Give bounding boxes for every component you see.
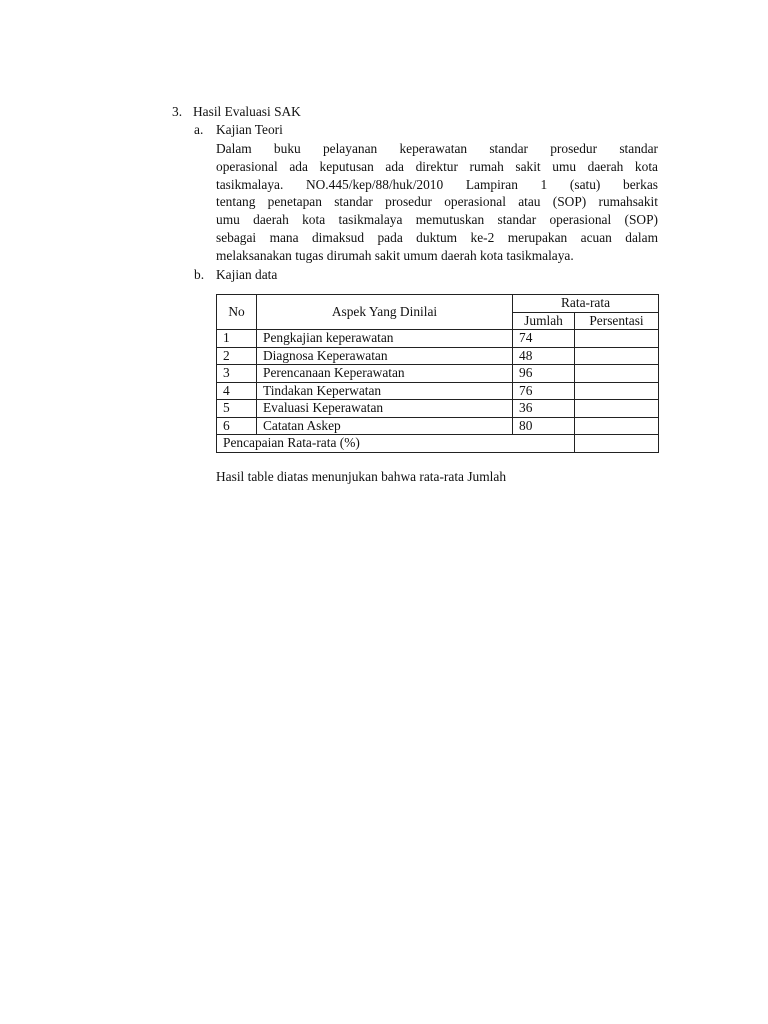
table-row — [217, 400, 659, 418]
cell-persentasi — [575, 417, 659, 435]
cell-no: 2 — [217, 347, 257, 365]
cell-jumlah: 80 — [513, 417, 575, 435]
cell-aspek: Perencanaan Keperawatan — [257, 365, 513, 383]
table-row — [217, 382, 659, 400]
table-row — [217, 330, 659, 348]
footer-label: Pencapaian Rata-rata (%) — [217, 435, 575, 453]
cell-persentasi — [575, 400, 659, 418]
cell-no: 4 — [217, 382, 257, 400]
cell-aspek: Diagnosa Keperawatan — [257, 347, 513, 365]
table-header-row — [217, 295, 659, 313]
paragraph-line: melaksanakan tugas dirumah sakit umum daerah kota tasikmalaya. — [216, 247, 574, 263]
cell-no: 6 — [217, 417, 257, 435]
subsection-b-letter: b. — [194, 267, 205, 282]
cell-aspek: Tindakan Keperwatan — [257, 382, 513, 400]
cell-no: 3 — [217, 365, 257, 383]
header-persentasi: Persentasi — [575, 312, 659, 330]
evaluation-table — [216, 294, 659, 453]
header-aspek: Aspek Yang Dinilai — [257, 295, 513, 330]
cell-aspek: Pengkajian keperawatan — [257, 330, 513, 348]
cell-no: 1 — [217, 330, 257, 348]
table-footer-row — [217, 435, 659, 453]
conclusion-text: Hasil table diatas menunjukan bahwa rata-rata Jumlah — [216, 469, 507, 484]
cell-persentasi — [575, 365, 659, 383]
paragraph-line: Dalam buku pelayanan keperawatan standar prosedur standar — [216, 141, 658, 156]
paragraph-line: tasikmalaya. NO.445/kep/88/huk/2010 Lampiran 1 (satu) berkas — [216, 176, 658, 192]
header-no: No — [217, 295, 257, 330]
subsection-a-title: Kajian Teori — [216, 122, 283, 137]
cell-aspek: Evaluasi Keperawatan — [257, 400, 513, 418]
cell-jumlah: 48 — [513, 347, 575, 365]
footer-persentasi — [575, 435, 659, 453]
cell-aspek: Catatan Askep — [257, 417, 513, 435]
paragraph-line: sebagai mana dimaksud pada duktum ke-2 merupakan acuan dalam — [216, 229, 658, 245]
paragraph-line: operasional ada keputusan ada direktur rumah sakit umu daerah kota — [216, 158, 658, 174]
cell-jumlah: 96 — [513, 365, 575, 383]
section-title: Hasil Evaluasi SAK — [193, 104, 301, 119]
paragraph-line: tentang penetapan standar prosedur operasional atau (SOP) rumahsakit — [216, 194, 658, 210]
section-number: 3. — [172, 104, 183, 119]
cell-persentasi — [575, 382, 659, 400]
kajian-teori-paragraph — [216, 140, 658, 265]
header-rata-rata: Rata-rata — [513, 295, 659, 313]
table-row — [217, 417, 659, 435]
table-row — [217, 347, 659, 365]
header-jumlah: Jumlah — [513, 312, 575, 330]
cell-persentasi — [575, 330, 659, 348]
table-row — [217, 365, 659, 383]
cell-jumlah: 74 — [513, 330, 575, 348]
cell-jumlah: 76 — [513, 382, 575, 400]
cell-persentasi — [575, 347, 659, 365]
paragraph-line: umu daerah kota tasikmalaya memutuskan standar operasional (SOP) — [216, 212, 658, 228]
cell-no: 5 — [217, 400, 257, 418]
cell-jumlah: 36 — [513, 400, 575, 418]
subsection-b-title: Kajian data — [216, 267, 278, 282]
subsection-a-letter: a. — [194, 122, 204, 137]
